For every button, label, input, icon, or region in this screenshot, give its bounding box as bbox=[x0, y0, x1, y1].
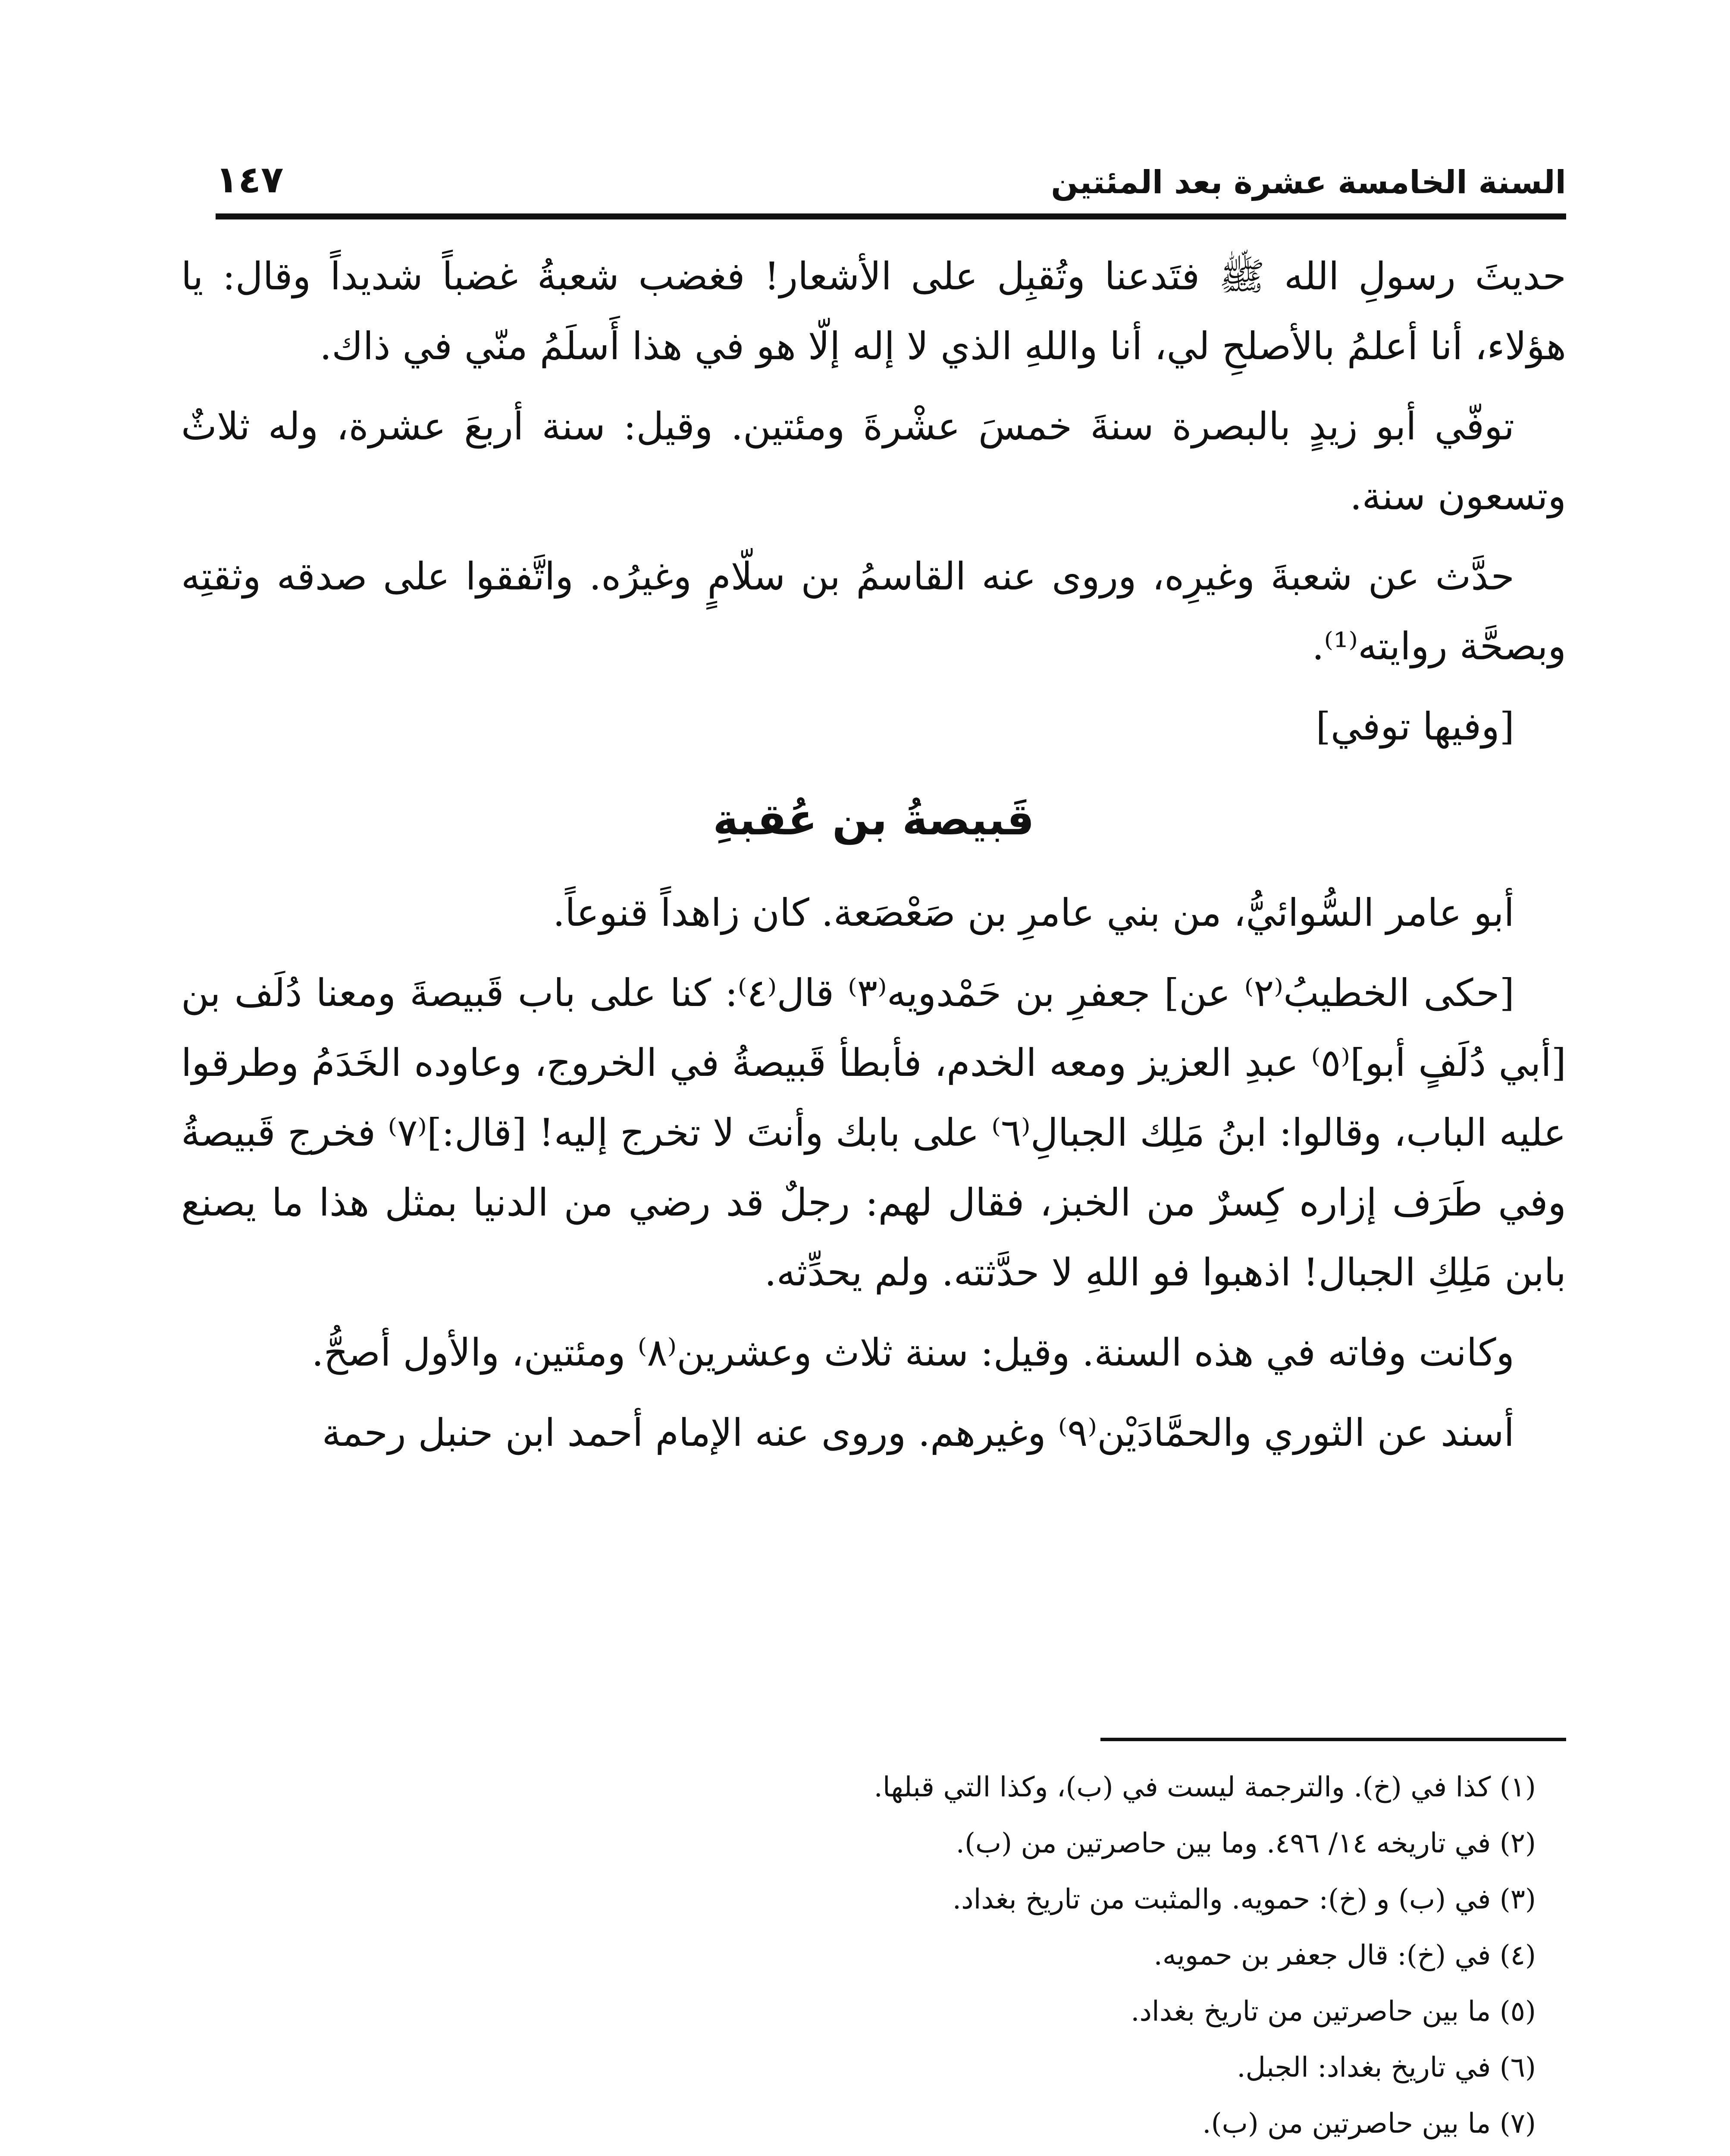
header-rule bbox=[216, 213, 1566, 219]
paragraph-5: [حكى الخطيبُ⁽٢⁾ عن] جعفرِ بن حَمْدويه⁽٣⁾ قال⁽٤⁾: كنا على باب قَبيصةَ ومعنا دُلَف بن [أبي دُلَفٍ أبو]⁽٥⁾ عبدِ العزيز ومعه الخدم، فأبطأ قَبيصةُ في الخروج، وعاوده الخَدَمُ وطرقوا عليه الباب، وقالوا: ابنُ مَلِك الجبالِ⁽٦⁾ على بابك وأنتَ لا تخرج إليه! [قال:]⁽٧⁾ فخرج قَبيصةُ وفي طَرَف إزاره كِسرٌ من الخبز، فقال لهم: رجلٌ قد رضي من الدنيا بمثل هذا ما يصنع بابن مَلِكِ الجبال! اذهبوا فو اللهِ لا حدَّثته. ولم يحدِّثه. bbox=[181, 971, 1567, 1294]
footnote-8 bbox=[181, 2152, 1566, 2156]
paragraph-2: توفّي أبو زيدٍ بالبصرة سنةَ خمسَ عشْرةَ ومئتين. وقيل: سنة أربعَ عشرة، وله ثلاثٌ وتسعون سنة. bbox=[181, 404, 1566, 518]
paragraph-7: أسند عن الثوري والحمَّادَيْن⁽٩⁾ وغيرهم. وروى عنه الإمام أحمد ابن حنبل رحمة bbox=[322, 1410, 1514, 1455]
running-head: السنة الخامسة عشرة بعد المئتين bbox=[1051, 164, 1566, 201]
paragraph-4: أبو عامر السُّوائيُّ، من بني عامرِ بن صَعْصَعة. كان زاهداً قنوعاً. bbox=[553, 890, 1514, 935]
footnote-6: (٦) في تاريخ بغداد: الجبل. bbox=[1237, 2052, 1536, 2084]
paragraph-3: حدَّث عن شعبةَ وغيرِه، وروى عنه القاسمُ بن سلّامٍ وغيرُه. واتَّفقوا على صدقه وثقتِه وبصحَّة روايته⁽¹⁾. bbox=[181, 554, 1566, 668]
footnote-3: (٣) في (ب) و (خ): حمويه. والمثبت من تاريخ بغداد. bbox=[952, 1883, 1536, 1915]
footnote-1: (١) كذا في (خ). والترجمة ليست في (ب)، وكذا التي قبلها. bbox=[874, 1771, 1536, 1803]
page-number: ١٤٧ bbox=[216, 158, 284, 201]
section-intro: [وفيها توفي] bbox=[1316, 704, 1514, 749]
footnote-2: (٢) في تاريخه ١٤/ ٤٩٦. وما بين حاصرتين من (ب). bbox=[956, 1827, 1536, 1859]
footnote-4: (٤) في (خ): قال جعفر بن حمويه. bbox=[1153, 1940, 1536, 1971]
footnotes bbox=[181, 1759, 1566, 2156]
footnote-5: (٥) ما بين حاصرتين من تاريخ بغداد. bbox=[1131, 1996, 1536, 2028]
section-title: قَبيصةُ بن عُقبةِ bbox=[713, 794, 1034, 845]
page-header bbox=[216, 142, 1566, 201]
main-text bbox=[181, 241, 1566, 1478]
paragraph-6: وكانت وفاته في هذه السنة. وقيل: سنة ثلاث وعشرين⁽٨⁾ ومئتين، والأول أصحُّ. bbox=[311, 1330, 1514, 1375]
footnote-7: (٧) ما بين حاصرتين من (ب). bbox=[1202, 2108, 1536, 2140]
paragraph-1: حديثَ رسولِ الله ﷺ فتَدعنا وتُقبِل على الأشعار! فغضب شعبةُ غضباً شديداً وقال: يا هؤلاء، أنا أعلمُ بالأصلحِ لي، أنا واللهِ الذي لا إله إلّا هو في هذا أَسلَمُ منّي في ذاك. bbox=[181, 254, 1566, 368]
footnote-rule bbox=[1100, 1738, 1566, 1741]
